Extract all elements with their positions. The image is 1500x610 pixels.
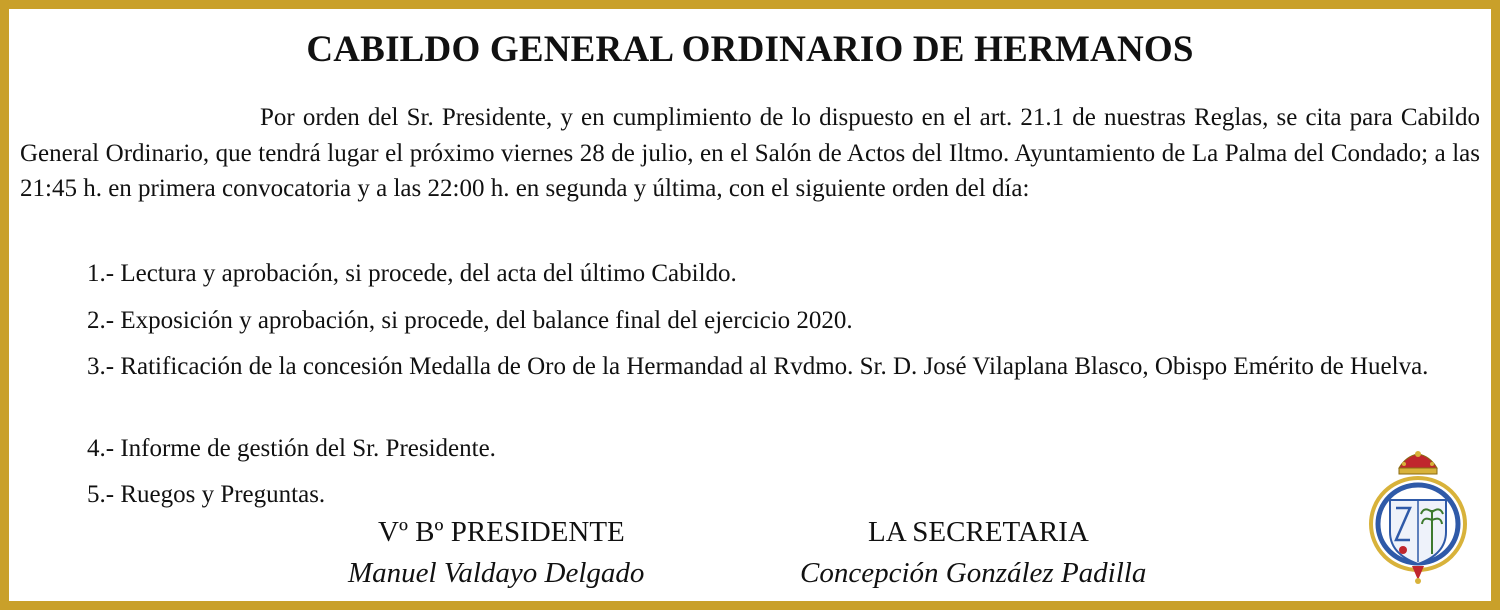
hermandad-crest-icon [1366, 450, 1470, 585]
president-name: Manuel Valdayo Delgado [348, 557, 645, 589]
notice-intro: Por orden del Sr. Presidente, y en cumplimiento de lo dispuesto en el art. 21.1 de nuestras Reglas, se cita para Cabildo General Ordinario, que tendrá lugar el próximo viernes 28 de julio, en el Salón de Actos del Iltmo. Ayuntamiento de La Palma del Condado; a las 21:45 h. en primera convocatoria y a las 22:00 h. en segunda y última, con el siguiente orden del día: [20, 104, 1480, 202]
agenda-item: 3.- Ratificación de la concesión Medalla de Oro de la Hermandad al Rvdmo. Sr. D. José Vilaplana Blasco, Obispo Emérito de Huelva. [87, 353, 1429, 380]
agenda-item: 5.- Ruegos y Preguntas. [87, 481, 326, 508]
secretary-role: LA SECRETARIA [868, 516, 1089, 548]
secretary-name: Concepción González Padilla [800, 557, 1147, 589]
agenda-item: 4.- Informe de gestión del Sr. Presidente. [87, 435, 496, 462]
president-role: Vº Bº PRESIDENTE [378, 516, 625, 548]
agenda-item: 2.- Exposición y aprobación, si procede, del balance final del ejercicio 2020. [87, 307, 853, 334]
agenda-item: 1.- Lectura y aprobación, si procede, del acta del último Cabildo. [87, 260, 737, 287]
notice-title: CABILDO GENERAL ORDINARIO DE HERMANOS [306, 29, 1194, 70]
crown-icon [1399, 451, 1437, 474]
